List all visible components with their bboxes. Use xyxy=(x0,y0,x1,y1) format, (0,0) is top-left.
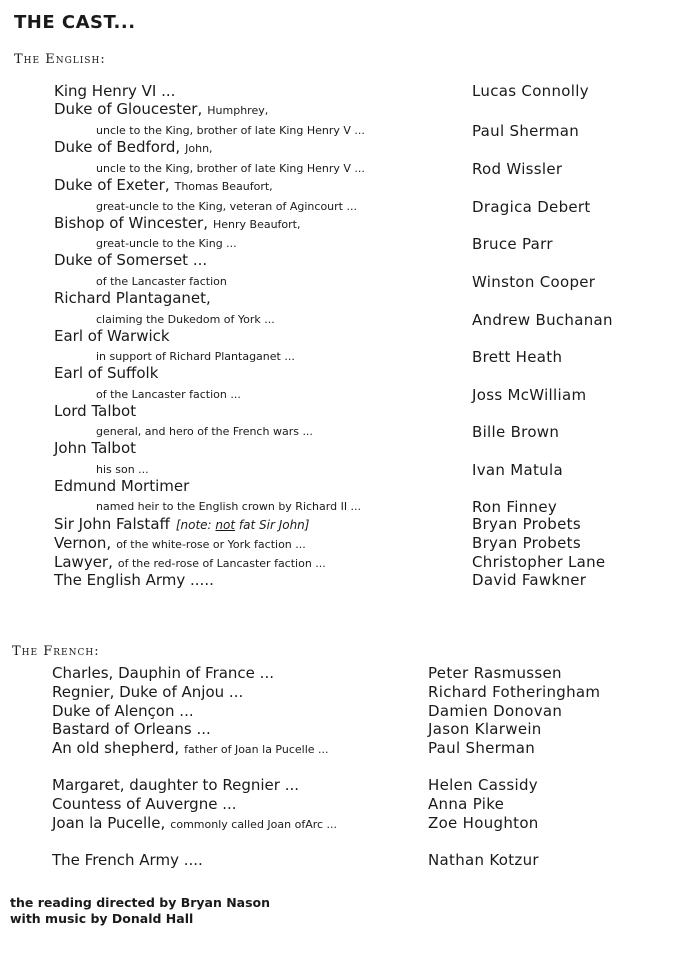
english-role-description: great-uncle to the King ... xyxy=(96,237,237,250)
english-actor-name: Winston Cooper xyxy=(472,273,596,291)
french-actor-name: Jason Klarwein xyxy=(428,720,542,738)
french-role: Margaret, daughter to Regnier ... xyxy=(52,776,299,794)
english-role: Earl of Suffolk xyxy=(54,364,159,382)
french-role: Countess of Auvergne ... xyxy=(52,795,237,813)
credit-music: with music by Donald Hall xyxy=(10,911,194,926)
english-actor-name: Brett Heath xyxy=(472,348,563,366)
english-actor-name: David Fawkner xyxy=(472,571,587,589)
english-role: Vernon, of the white-rose or York faction ... xyxy=(54,534,306,552)
french-role-description: commonly called Joan ofArc ... xyxy=(170,818,338,831)
page-title: THE CAST... xyxy=(14,12,136,33)
french-role: Bastard of Orleans ... xyxy=(52,720,211,738)
english-role-description: claiming the Dukedom of York ... xyxy=(96,313,275,326)
english-role-description: general, and hero of the French wars ... xyxy=(96,425,313,438)
french-actor-name: Peter Rasmussen xyxy=(428,664,562,682)
english-role: Lawyer, of the red-rose of Lancaster faction ... xyxy=(54,553,326,571)
english-role-description: in support of Richard Plantaganet ... xyxy=(96,350,295,363)
french-actor-name: Richard Fotheringham xyxy=(428,683,601,701)
french-actor-name: Damien Donovan xyxy=(428,702,563,720)
english-actor-name: Christopher Lane xyxy=(472,553,606,571)
english-actor-name: Andrew Buchanan xyxy=(472,311,613,329)
english-role-description: of the Lancaster faction ... xyxy=(96,388,241,401)
english-role-description: Humphrey, xyxy=(207,104,269,117)
english-role-description: of the Lancaster faction xyxy=(96,275,227,288)
english-role: Lord Talbot xyxy=(54,402,137,420)
english-role: Duke of Bedford, John, xyxy=(54,138,213,156)
english-role: Duke of Somerset ... xyxy=(54,251,208,269)
english-actor-name: Lucas Connolly xyxy=(472,82,589,100)
french-actor-name: Zoe Houghton xyxy=(428,814,539,832)
french-actor-name: Nathan Kotzur xyxy=(428,851,539,869)
english-role: Duke of Exeter, Thomas Beaufort, xyxy=(54,176,273,194)
french-actor-name: Anna Pike xyxy=(428,795,505,813)
english-role-description: John, xyxy=(185,142,213,155)
english-actor-name: Bille Brown xyxy=(472,423,560,441)
english-role: John Talbot xyxy=(54,439,137,457)
english-role-description: of the white-rose or York faction ... xyxy=(116,538,306,551)
english-role: King Henry VI ... xyxy=(54,82,176,100)
falstaff-note-part: [note: xyxy=(175,518,216,532)
english-actor-name: Bryan Probets xyxy=(472,515,581,533)
english-role-description: Henry Beaufort, xyxy=(212,218,301,231)
english-role: Bishop of Wincester, Henry Beaufort, xyxy=(54,214,301,232)
french-role: Duke of Alençon ... xyxy=(52,702,194,720)
french-role: Joan la Pucelle, commonly called Joan ofArc ... xyxy=(52,814,338,832)
english-role: Duke of Gloucester, Humphrey, xyxy=(54,100,269,118)
english-actor-name: Bruce Parr xyxy=(472,235,553,253)
french-role: The French Army .... xyxy=(52,851,203,869)
english-actor-name: Rod Wissler xyxy=(472,160,563,178)
english-role: Sir John Falstaff [note: not fat Sir John] xyxy=(54,515,310,533)
english-actor-name: Joss McWilliam xyxy=(472,386,587,404)
english-role: Edmund Mortimer xyxy=(54,477,190,495)
english-role-description: Thomas Beaufort, xyxy=(174,180,273,193)
french-role: Charles, Dauphin of France ... xyxy=(52,664,274,682)
english-role-description: uncle to the King, brother of late King Henry V ... xyxy=(96,162,365,175)
english-role-description: his son ... xyxy=(96,463,149,476)
english-actor-name: Ron Finney xyxy=(472,498,558,516)
french-role-description: father of Joan la Pucelle ... xyxy=(184,743,329,756)
section-heading-french: The French: xyxy=(12,644,100,659)
credit-director: the reading directed by Bryan Nason xyxy=(10,895,271,910)
french-actor-name: Paul Sherman xyxy=(428,739,536,757)
french-role: An old shepherd, father of Joan la Pucelle ... xyxy=(52,739,329,757)
falstaff-note xyxy=(176,518,310,532)
french-actor-name: Helen Cassidy xyxy=(428,776,538,794)
english-role: Richard Plantaganet, xyxy=(54,289,211,307)
english-actor-name: Bryan Probets xyxy=(472,534,581,552)
english-role: The English Army ..... xyxy=(54,571,214,589)
english-role-description: great-uncle to the King, veteran of Agincourt ... xyxy=(96,200,357,213)
english-role: Earl of Warwick xyxy=(54,327,170,345)
french-role: Regnier, Duke of Anjou ... xyxy=(52,683,244,701)
english-role-description: of the red-rose of Lancaster faction ... xyxy=(117,557,326,570)
section-heading-english: The English: xyxy=(14,52,106,67)
english-actor-name: Paul Sherman xyxy=(472,122,580,140)
english-actor-name: Dragica Debert xyxy=(472,198,591,216)
english-actor-name: Ivan Matula xyxy=(472,461,563,479)
falstaff-note-emphasis: not xyxy=(215,518,236,532)
falstaff-note-part: fat Sir John] xyxy=(235,518,310,532)
english-role-description: uncle to the King, brother of late King Henry V ... xyxy=(96,124,365,137)
english-role-description: named heir to the English crown by Richard II ... xyxy=(96,500,362,513)
